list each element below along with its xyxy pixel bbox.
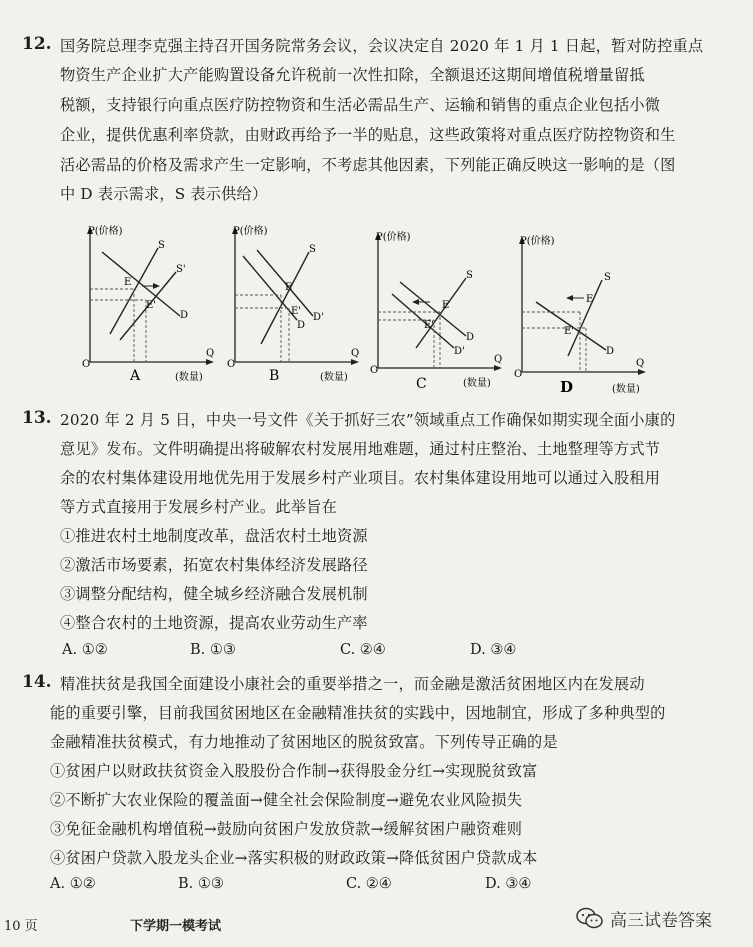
graph-a-demand-d (102, 252, 180, 316)
graph-b-q: Q (351, 348, 360, 359)
q12-line-4: 企业，提供优惠利率贷款，由财政再给予一半的贴息，这些政策将对重点医疗防控物资和生 (60, 126, 676, 144)
graph-c (368, 228, 518, 396)
q13-line-1: 2020 年 2 月 5 日，中央一号文件《关于抓好三农”领域重点工作确保如期实现全面小康的 (60, 411, 676, 429)
graph-b-origin: O (227, 359, 236, 370)
graph-b-label-d: D (297, 320, 306, 331)
graph-d (512, 232, 662, 400)
q13-option-a: A. ①② (62, 642, 108, 658)
q13-line-3: 余的农村集体建设用地优先用于发展乡村产业项目。农村集体建设用地可以通过入股租用 (60, 469, 661, 487)
q12-line-5: 活必需品的价格及需求产生一定影响，不考虑其他因素，下列能正确反映这一影响的是（图 (60, 156, 676, 174)
graph-d-label-d: D (606, 346, 615, 357)
q12-line-6: 中 D 表示需求，S 表示供给） (60, 185, 268, 203)
q14-line-3: 金融精准扶贫模式，有力地推动了贫困地区的脱贫致富。下列传导正确的是 (50, 733, 558, 751)
graph-a-x-label: (数量) (175, 372, 203, 383)
graph-d-letter: D (560, 378, 574, 396)
graph-c-origin: O (370, 365, 379, 376)
q13-item-4: ④整合农村的土地资源，提高农业劳动生产率 (60, 614, 368, 632)
q12-number: 12. (22, 34, 52, 54)
graph-b-letter: B (269, 368, 280, 384)
graph-a-origin: O (82, 359, 91, 370)
watermark-text: 高三试卷答案 (610, 911, 712, 931)
graph-c-label-s: S (466, 270, 473, 281)
q14-option-d: D. ③④ (485, 876, 532, 892)
q14-option-a: A. ①② (50, 876, 96, 892)
q12-line-1: 国务院总理李克强主持召开国务院常务会议，会议决定自 2020 年 1 月 1 日起，暂对防控重点 (60, 37, 704, 55)
q13-line-4: 等方式直接用于发展乡村产业。此举旨在 (60, 498, 337, 516)
graph-c-label-d2: D' (454, 346, 465, 357)
graph-d-label-e: E (586, 294, 594, 305)
graph-a-label-e: E (124, 277, 132, 288)
q13-item-2: ②激活市场要素，拓宽农村集体经济发展路径 (60, 556, 368, 574)
q13-option-c: C. ②④ (340, 642, 386, 658)
graph-d-x-label: (数量) (612, 384, 640, 395)
graph-a-q: Q (206, 348, 215, 359)
q13-number: 13. (22, 408, 52, 428)
graph-b-label-s: S (309, 244, 316, 255)
q12-line-3: 税额，支持银行向重点医疗防控物资和生活必需品生产、运输和销售的重点企业包括小微 (60, 96, 661, 114)
graph-d-label-e2: E' (564, 326, 575, 337)
graph-c-label-d: D (466, 332, 475, 343)
footer-page-number: 10 页 (4, 919, 38, 934)
graph-b-label-d2: D' (313, 312, 324, 323)
q14-item-3: ③免征金融机构增值税→鼓励向贫困户发放贷款→缓解贫困户融资难则 (50, 820, 523, 838)
graph-b-y-label: P(价格) (233, 226, 268, 237)
graph-b-x-label: (数量) (320, 372, 348, 383)
graph-c-q: Q (494, 354, 503, 365)
graph-c-label-e: E (442, 300, 450, 311)
graph-d-q: Q (636, 358, 645, 369)
q14-item-2: ②不断扩大农业保险的覆盖面→健全社会保险制度→避免农业风险损失 (50, 791, 523, 809)
q14-number: 14. (22, 672, 52, 692)
q14-line-2: 能的重要引擎，目前我国贫困地区在金融精准扶贫的实践中，因地制宜，形成了多种典型的 (50, 704, 666, 722)
graph-c-y-label: P(价格) (376, 232, 411, 243)
q14-option-c: C. ②④ (346, 876, 392, 892)
graph-b (225, 222, 375, 390)
graph-a-label-s: S (158, 240, 165, 251)
graph-d-y-label: P(价格) (520, 236, 555, 247)
graph-d-label-s: S (604, 272, 611, 283)
graph-c-letter: C (416, 376, 427, 392)
q13-line-2: 意见》发布。文件明确提出将破解农村发展用地难题，通过村庄整治、土地整理等方式节 (60, 440, 661, 458)
wechat-icon (575, 906, 605, 932)
q14-item-4: ④贫困户贷款入股龙头企业→落实积极的财政政策→降低贫困户贷款成本 (50, 849, 538, 867)
graph-a (80, 222, 230, 390)
q13-option-d: D. ③④ (470, 642, 517, 658)
graph-a-letter: A (130, 368, 141, 384)
graph-a-label-s2: S' (176, 264, 186, 275)
graph-a-label-e2: E' (146, 300, 157, 311)
graph-b-label-e2: E' (291, 306, 302, 317)
q12-line-2: 物资生产企业扩大产能购置设备允许税前一次性扣除，全额退还这期间增值税增量留抵 (60, 66, 645, 84)
q13-option-b: B. ①③ (190, 642, 236, 658)
q14-option-b: B. ①③ (178, 876, 224, 892)
graph-d-origin: O (514, 369, 523, 380)
graph-c-x-label: (数量) (463, 378, 491, 389)
graph-a-label-d: D (180, 310, 189, 321)
q14-item-1: ①贫困户以财政扶贫资金入股股份合作制→获得股金分红→实现脱贫致富 (50, 762, 538, 780)
graph-a-y-label: P(价格) (88, 226, 123, 237)
q14-line-1: 精准扶贫是我国全面建设小康社会的重要举措之一，而金融是激活贫困地区内在发展动 (60, 675, 645, 693)
footer-exam-title: 下学期一模考试 (130, 919, 222, 934)
graph-b-label-e: E (285, 282, 293, 293)
q13-item-1: ①推进农村土地制度改革，盘活农村土地资源 (60, 527, 368, 545)
q13-item-3: ③调整分配结构，健全城乡经济融合发展机制 (60, 585, 368, 603)
graph-c-label-e2: E' (424, 320, 435, 331)
